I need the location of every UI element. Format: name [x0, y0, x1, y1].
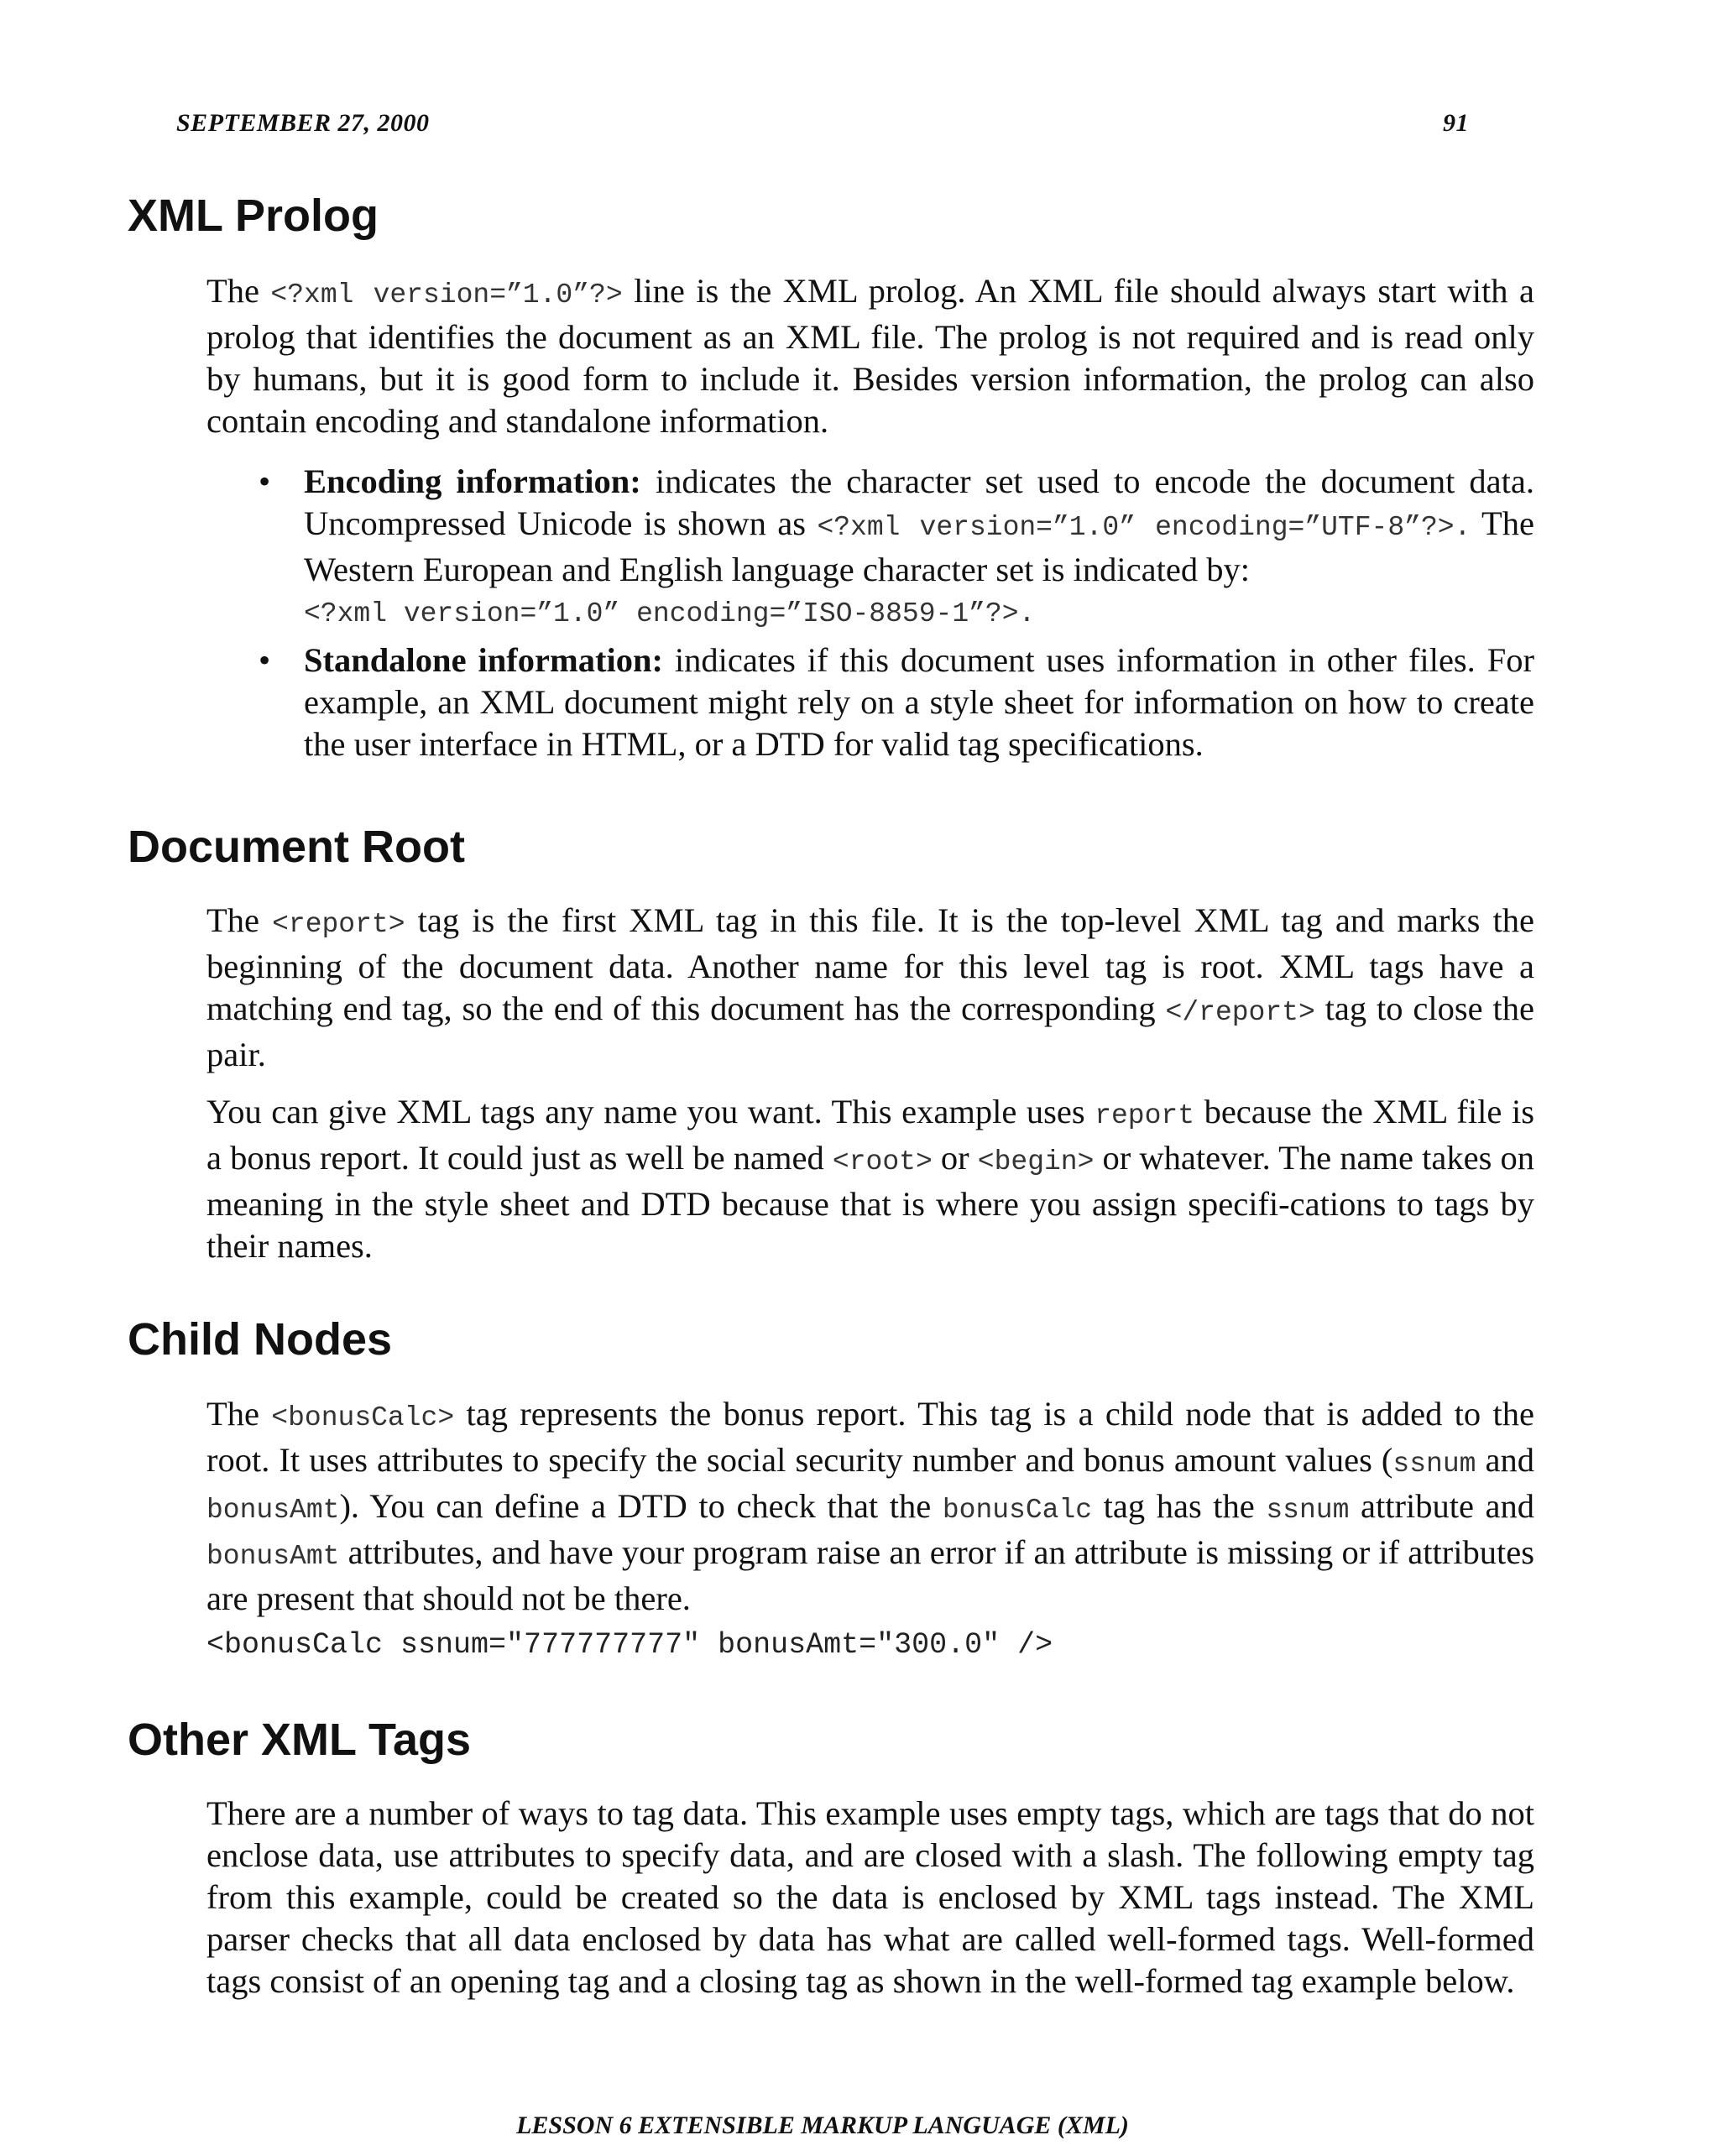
code-utf8: <?xml version=”1.0” encoding=”UTF-8”?>. [817, 512, 1471, 543]
code-ssnum: ssnum [1266, 1495, 1350, 1526]
bullet-icon: • [259, 641, 271, 679]
header-page-number: 91 [1443, 109, 1469, 137]
running-footer: LESSON 6 EXTENSIBLE MARKUP LANGUAGE (XML) [516, 2112, 1129, 2139]
text-run: The [206, 1395, 272, 1433]
text-run: tag has the [1092, 1487, 1267, 1525]
text-run: attribute and [1349, 1487, 1534, 1525]
code-bonuscalc-tag: <bonusCalc> [271, 1402, 455, 1433]
code-report: report [1095, 1100, 1195, 1131]
text-run: because the XML file is a bonus report. It could just as well be named [206, 1093, 1534, 1177]
text-run: or [932, 1139, 978, 1177]
text-run: ). You can define a DTD to check that the [339, 1487, 943, 1525]
text-run: tag represents the bonus report. This tag is a child node that is added to the root. It uses attributes to specify the social security number and bonus amount values ( [206, 1395, 1534, 1479]
prolog-paragraph [206, 270, 1534, 442]
code-ssnum: ssnum [1392, 1449, 1476, 1480]
text-run: indicates the character set used to encode the document data. Uncompressed Unicode is shown as [304, 462, 1534, 542]
term-standalone: Standalone information: [304, 641, 663, 679]
root-paragraph-2 [206, 1091, 1534, 1267]
text-run: The Western European and English language character set is indicated by: [304, 504, 1535, 588]
code-root: <root> [832, 1146, 933, 1177]
heading-document-root: Document Root [128, 822, 465, 872]
text-run: The [206, 901, 273, 939]
code-bonusamt: bonusAmt [206, 1495, 340, 1526]
heading-other-xml-tags: Other XML Tags [128, 1715, 472, 1765]
code-example-bonuscalc: <bonusCalc ssnum="777777777" bonusAmt="300.0" /> [206, 1628, 1053, 1662]
text-run: tag is the first XML tag in this file. It is the top-level XML tag and marks the beginning of the document data. Another name for this level tag is root. XML tags have a matching end tag, so the end of this document has the corresponding [206, 901, 1535, 1027]
text-run: The [206, 272, 271, 310]
text-run: or whatever. The name takes on meaning in the style sheet and DTD because that is where you assign specifi-cations to tags by their names. [206, 1139, 1534, 1265]
heading-child-nodes: Child Nodes [128, 1314, 393, 1365]
text-run: indicates if this document uses information in other files. For example, an XML document might rely on a style sheet for information on how to create the user interface in HTML, or a DTD for valid tag specifications. [304, 641, 1534, 763]
prolog-bullet-list [259, 461, 1534, 765]
code-bonusamt: bonusAmt [206, 1541, 340, 1572]
code-begin: <begin> [977, 1146, 1095, 1177]
code-report-open: <report> [272, 909, 405, 940]
text-run: You can give XML tags any name you want. This example uses [206, 1093, 1095, 1130]
code-report-close: </report> [1165, 997, 1315, 1028]
bullet-encoding [259, 461, 1534, 638]
code-iso: <?xml version=”1.0” encoding=”ISO-8859-1”?>. [304, 598, 1036, 629]
code-bonuscalc: bonusCalc [942, 1495, 1093, 1526]
bullet-standalone [259, 639, 1534, 765]
text-run: tag to close the pair. [206, 989, 1534, 1073]
heading-xml-prolog: XML Prolog [128, 191, 379, 241]
child-paragraph [206, 1393, 1534, 1620]
header-date: SEPTEMBER 27, 2000 [176, 109, 430, 137]
bullet-icon: • [259, 462, 271, 500]
other-paragraph: There are a number of ways to tag data. This example uses empty tags, which are tags that do not enclose data, use attributes to specify data, and are closed with a slash. The following empty tag from this example, could be created so the data is enclosed by XML tags instead. The XML parser checks that all data enclosed by data has what are called well-formed tags. Well-formed tags consist of an opening tag and a closing tag as shown in the well-formed tag example below. [206, 1794, 1534, 2000]
term-encoding: Encoding information: [304, 462, 641, 500]
root-paragraph-1 [206, 900, 1534, 1076]
text-run: attributes, and have your program raise an error if an attribute is missing or if attributes are present that should not be there. [206, 1533, 1534, 1617]
code-prolog: <?xml version=”1.0”?> [270, 279, 623, 311]
text-run: line is the XML prolog. An XML file should always start with a prolog that identifies the document as an XML file. The prolog is not required and is read only by humans, but it is good form to include it. Besides version information, the prolog can also contain encoding and standalone information. [206, 272, 1534, 440]
running-head [176, 109, 1469, 138]
text-run: and [1476, 1441, 1534, 1479]
